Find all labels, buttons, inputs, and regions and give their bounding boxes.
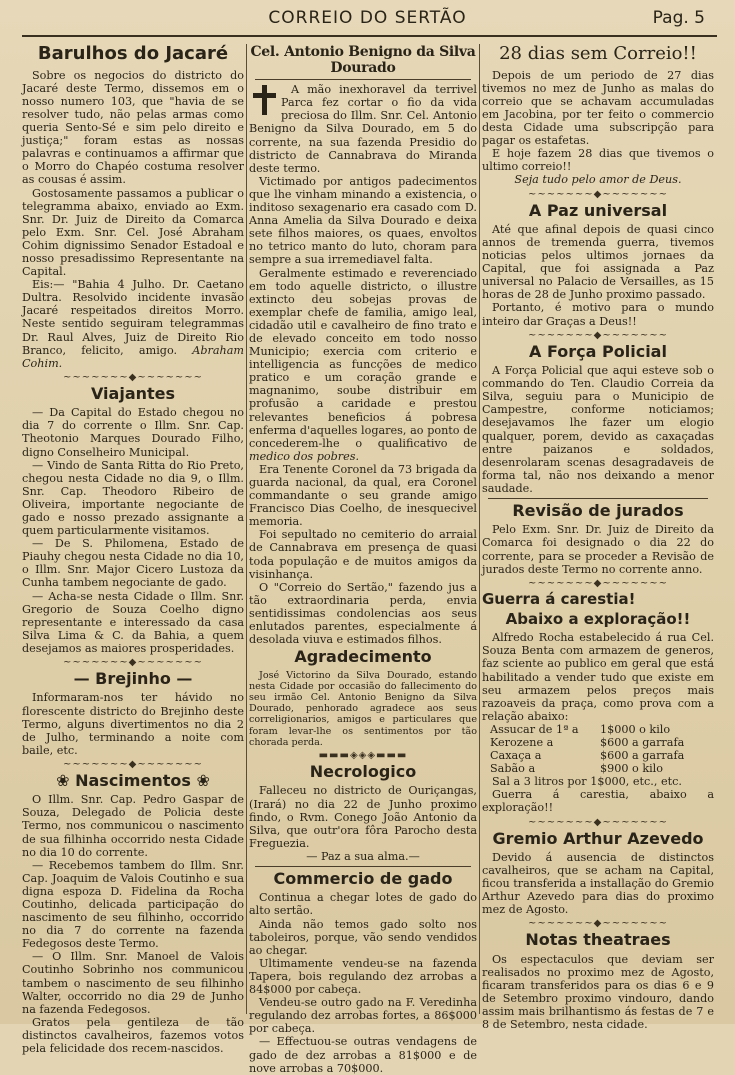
paragraph: Victimado por antigos padecimentos que lhe vinham minando a existencia, o inditoso sexagenario era casado com D. Anna Amelia da Silva Dourado e deixa sete filhos maiores, os quaes, envoltos no tetrico manto do luto, choram para sempre a sua irremediavel falta.: [249, 174, 477, 267]
signature: Abraham Cohim.: [22, 343, 244, 370]
column-1: [22, 43, 244, 1056]
price-row: Sabão a $900 o kilo: [490, 762, 663, 776]
page-number: Pag. 5: [652, 8, 705, 28]
paragraph: — Acha-se nesta Cidade o Illm. Snr. Gregorio de Souza Coelho digno representante e interessado da casa Silva Lima & C. da Bahia, a quem desejamos as maiores prosperidades.: [22, 589, 244, 655]
article-gado: [249, 870, 477, 1075]
paragraph: Geralmente estimado e reverenciado em todo aquelle districto, o illustre extincto deu sobejas provas de exemplar chefe de familia, amigo leal, cidadão util e cavalheiro de fino trato e de elevado conceito em todo nosso Municipio; exercia com criterio e intelligencia as funcções de medico pratico e um coração grande e magnanimo, soube distribuir em profusão a caridade e prestou relevantes beneficios á pobresa enferma d'aquelles logares, ao ponto de concederem-lhe o qualificativo de medico dos pobres.: [249, 266, 477, 463]
price-row: Caxaça a $600 a garrafa: [490, 749, 685, 763]
headline: Notas theatraes: [525, 930, 671, 950]
masthead-title: CORREIO DO SERTÃO: [268, 8, 467, 28]
paragraph: Era Tenente Coronel da 73 brigada da guarda nacional, da qual, era Coronel commandante o seu grande amigo Francisco Dias Coelho, de inesquecivel memoria.: [249, 462, 477, 529]
article-jurados: [482, 502, 714, 576]
article-brejinho: [22, 670, 244, 757]
paragraph: O Illm. Snr. Cap. Pedro Gaspar de Souza, Delegado de Policia deste Termo, nos communicou o nascimento de sua filhinha occorrido nesta Cidade no dia 10 do corrente.: [22, 793, 244, 859]
headline: Abaixo a exploração!!: [505, 610, 691, 629]
header-rule: [22, 35, 717, 37]
paragraph: Gostosamente passamos a publicar o telegramma abaixo, enviado ao Exm. Snr. Dr. Juiz de Direito da Comarca pelo Exm. Snr. Cel. José Abraham Cohim dignissimo Senador Estadoal e nosso presadissimo Representante na Capital.: [22, 186, 244, 279]
paragraph: Gratos pela gentileza de tão distinctos cavalheiros, fazemos votos pela felicidade dos recem-nascidos.: [22, 1015, 244, 1056]
headline: Commercio de gado: [273, 868, 453, 888]
price-row: Kerozene a $600 a garrafa: [490, 736, 685, 750]
paragraph: Vendeu-se outro gado na F. Veredinha regulando dez arrobas fortes, a 86$000 por cabeça.: [249, 996, 477, 1036]
headline: Necrologico: [309, 762, 417, 782]
paragraph: — De S. Philomena, Estado de Piauhy chegou nesta Cidade no dia 10, o Illm. Snr. Major Cicero Lustoza da Cunha tambem negociante de gado.: [22, 537, 244, 590]
paragraph: Sal a 3 litros por 1$000, etc., etc.: [492, 775, 682, 789]
column-divider: [246, 44, 247, 1014]
headline: Gremio Arthur Azevedo: [492, 828, 704, 848]
article-barulhos: [22, 44, 244, 370]
closing-line: Seja tudo pelo amor de Deus.: [514, 173, 682, 187]
column-3: [482, 43, 715, 1032]
article-theatraes: [482, 931, 714, 1031]
rule: [255, 79, 471, 80]
headline: Revisão de jurados: [512, 501, 684, 520]
headline: ❀ Nascimentos ❀: [56, 770, 210, 790]
paragraph: Portanto, é motivo para o mundo inteiro dar Graças a Deus!!: [482, 301, 714, 328]
paragraph: José Victorino da Silva Dourado, estando nesta Cidade por occasião do fallecimento do seu irmão Cel. Antonio Benigno da Silva Dourado, penhorado agradece aos seus correligionarios, amigos e particulares que foram levar-lhe os sentimentos por tão chorada perda.: [249, 669, 477, 748]
paragraph: Os espectaculos que deviam ser realisados no proximo mez de Agosto, ficaram transferidos para os dias 6 e 9 de Setembro proximo vindouro, dando assim mais brilhantismo ás festas de 7 e 8 de Setembro, nesta cidade.: [482, 952, 714, 1032]
ornament-divider: ~~~~~~~◆~~~~~~~: [528, 918, 668, 930]
article-necrologico: [249, 763, 477, 863]
paragraph: — Effectuou-se outras vendagens de gado de dez arrobas a 81$000 e de nove arrobas a 70$000.: [249, 1035, 477, 1075]
paragraph: Pelo Exm. Snr. Dr. Juiz de Direito da Comarca foi designado o dia 22 do corrente, para se proceder a Revisão de jurados deste Termo no corrente anno.: [482, 523, 714, 576]
paragraph: — Vindo de Santa Ritta do Rio Preto, chegou nesta Cidade no dia 9, o Illm. Snr. Cap. Theodoro Ribeiro de Oliveira, importante negociante de gado e nosso prezado assignante a quem particularmente visitamos.: [22, 458, 244, 538]
headline: 28 dias sem Correio!!: [499, 43, 697, 64]
paragraph: — O Illm. Snr. Manoel de Valois Coutinho Sobrinho nos communicou tambem o nascimento de seu filhinho Walter, occorrido no dia 29 de Junho na fazenda Fedegosos.: [22, 950, 244, 1016]
fleuron-icon: ❀: [196, 770, 210, 790]
ornament-divider: ~~~~~~~◆~~~~~~~: [63, 657, 203, 669]
article-nascimentos: [22, 772, 244, 1055]
headline: Agradecimento: [294, 647, 432, 667]
ornament-divider: ~~~~~~~◆~~~~~~~: [528, 577, 668, 589]
paragraph: Depois de um periodo de 27 dias tivemos no mez de Junho as malas do correio que se achavam accumuladas em Jacobina, por ter feito o commercio desta Cidade uma subscripção para pagar os estafetas.: [482, 68, 714, 148]
headline: A Paz universal: [528, 200, 668, 220]
article-viajantes: [22, 385, 244, 655]
headline: Viajantes: [90, 383, 176, 403]
headline: Cel. Antonio Benigno da Silva Dourado: [250, 44, 476, 77]
paragraph: Ainda não temos gado solto nos taboleiros, porque, vão sendo vendidos ao chegar.: [249, 917, 477, 957]
article-obituary: [249, 44, 477, 646]
paragraph: Continua a chegar lotes de gado do alto sertão.: [249, 891, 477, 918]
paragraph: Devido á ausencia de distinctos cavalheiros, que se acham na Capital, ficou transferida a installação do Gremio Arthur Azevedo para dias do proximo mez de Agosto.: [482, 850, 715, 917]
paragraph: Falleceu no districto de Ouriçangas, (Irará) no dia 22 de Junho proximo findo, o Rvm. Conego João Antonio da Silva, que outr'ora fôra Parocho desta Freguezia.: [249, 784, 477, 850]
paragraph: — Da Capital do Estado chegou no dia 7 do corrente o Illm. Snr. Cap. Theotonio Marques Dourado Filho, digno Conselheiro Municipal.: [22, 406, 244, 459]
column-2: [249, 44, 477, 1075]
cross-icon: [251, 83, 277, 117]
headline: Guerra á carestia!: [482, 589, 636, 608]
rule: [255, 866, 471, 867]
article-policial: [482, 343, 714, 495]
article-carestia: [482, 591, 714, 815]
paragraph: Sobre os negocios do districto do Jacaré deste Termo, dissemos em o nosso numero 103, que "havia de se resolver tudo, não pelas armas como queria Sento-Sé e sim pelo direito e justiça;" foram estas as nossas palavras e continuamos a affirmar que o Morro do Chapéo costuma resolver as cousas é assim.: [22, 68, 244, 187]
paragraph: Até que afinal depois de quasi cinco annos de tremenda guerra, tivemos noticias pelos ultimos jornaes da Capital, que foi assignada a Paz universal no Palacio de Versailles, as 15 horas de 28 de Junho proximo passado.: [482, 222, 714, 302]
column-divider: [479, 44, 480, 1014]
ornament-divider: ▬▬▬◈◈◈▬▬▬: [318, 750, 408, 762]
ornament-divider: ~~~~~~~◆~~~~~~~: [528, 329, 668, 341]
headline: Barulhos do Jacaré: [37, 43, 229, 64]
article-agradecimento: [249, 648, 477, 748]
paragraph: E hoje fazem 28 dias que tivemos o ultimo correio!!: [482, 147, 714, 174]
ornament-divider: ~~~~~~~◆~~~~~~~: [528, 816, 668, 828]
paragraph: Eis:— "Bahia 4 Julho. Dr. Caetano Dultra. Resolvido incidente invasão Jacaré respeitados direitos Morro. Neste sentido seguiram telegrammas Dr. Raul Alves, Juiz de Direito Rio Branco, felicito, amigo. Abraham Cohim.: [22, 278, 244, 370]
paragraph: Informaram-nos ter hávido no florescente districto do Brejinho deste Termo, alguns divertimentos no dia 2 de Julho, terminando a noite com baile, etc.: [22, 691, 244, 757]
ornament-divider: ~~~~~~~◆~~~~~~~: [63, 371, 203, 383]
page-header: [0, 0, 735, 40]
paragraph: — Recebemos tambem do Illm. Snr. Cap. Joaquim de Valois Coutinho e sua digna espoza D. Fidelina da Rocha Coutinho, delicada participação do nascimento de seu filhinho, occorrido no dia 7 do corrente na fazenda Fedegosos deste Termo.: [22, 858, 244, 951]
paragraph: Alfredo Rocha estabelecido á rua Cel. Souza Benta com armazem de generos, faz sciente ao publico em geral que está habilitado a vender tudo que existe em seu armazem pelos preços mais razoaveis da praça, como prova com a relação abaixo:: [482, 631, 714, 723]
article-paz: [482, 202, 714, 328]
fleuron-icon: ❀: [56, 770, 70, 790]
headline: A Força Policial: [529, 341, 667, 361]
rule: [488, 498, 708, 499]
closing-line: — Paz a sua alma.—: [306, 849, 420, 863]
price-row: Assucar de 1ª a 1$000 o kilo: [490, 722, 671, 736]
paragraph: Guerra á carestia, abaixo a exploração!!: [482, 788, 714, 815]
ornament-divider: ~~~~~~~◆~~~~~~~: [63, 758, 203, 770]
paragraph: O "Correio do Sertão," fazendo jus a tão extraordinaria perda, envia sentidissimas condolencias aos seus enlutados parentes, especialmente á desolada viuva e estimados filhos.: [249, 580, 477, 647]
article-gremio: [482, 830, 714, 917]
paragraph: Foi sepultado no cemiterio do arraial de Cannabrava em presença de quasi toda população e de muitos amigos da visinhança.: [249, 528, 477, 581]
article-correio: [482, 44, 714, 187]
ornament-divider: ~~~~~~~◆~~~~~~~: [528, 188, 668, 200]
paragraph: A Força Policial que aqui esteve sob o commando do Ten. Claudio Correia da Silva, seguiu para o Municipio de Campestre, conforme noticiamos; desejavamos lhe fazer um elogio qualquer, porem, devido as caxaçadas entre paizanos e soldados, desenrolaram scenas desagradaveis de forma tal, não nos deixando a menor saudade.: [482, 364, 714, 495]
paragraph: Ultimamente vendeu-se na fazenda Tapera, bois regulando dez arrobas a 84$000 por cabeça.: [249, 956, 477, 997]
headline: — Brejinho —: [73, 669, 193, 689]
paragraph: A mão inexhoravel da terrivel Parca fez cortar o fio da vida preciosa do Illm. Snr. Cel. Antonio Benigno da Silva Dourado, em 5 do corrente, na sua fazenda Presidio do districto de Cannabrava do Miranda deste termo.: [249, 83, 477, 175]
